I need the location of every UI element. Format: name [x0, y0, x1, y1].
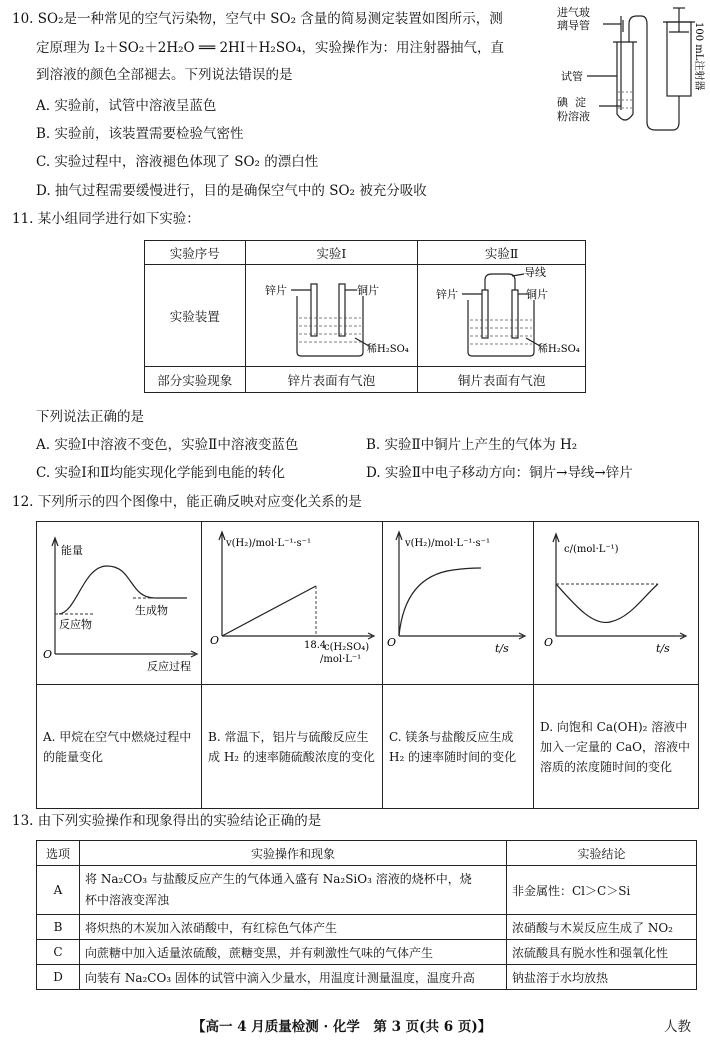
q13-row-b-operation: 将炽热的木炭加入浓硝酸中，有红棕色气体产生: [80, 915, 507, 940]
q11-beaker-2-figure: [420, 266, 584, 362]
q13-row-c-option: C: [37, 940, 80, 965]
q13-row-a-operation-line1: 将 Na₂CO₃ 与盐酸反应产生的气体通入盛有 Na₂SiO₃ 溶液的烧杯中，烧: [85, 872, 472, 886]
label-inlet-2: 璃导管: [557, 19, 590, 32]
q10-option-c: C. 实验过程中，溶液褪色体现了 SO₂ 的漂白性: [36, 154, 319, 170]
table-row: [37, 866, 697, 915]
q13-row-d-conclusion: 钠盐溶于水均放热: [507, 965, 697, 990]
q13-row-c-conclusion: 浓硫酸具有脱水性和强氧化性: [507, 940, 697, 965]
q12-graph-a-cell: [37, 522, 202, 685]
q13-header-option: 选项: [37, 841, 80, 866]
graph-d-ylabel: c/(mol·L⁻¹): [564, 544, 619, 555]
q13-row-b-conclusion: 浓硝酸与木炭反应生成了 NO₂: [507, 915, 697, 940]
graph-d-xlabel: t/s: [656, 642, 670, 655]
q13-header-operation: 实验操作和现象: [80, 841, 507, 866]
q10-stem-line1: 10. SO₂是一种常见的空气污染物，空气中 SO₂ 含量的简易测定装置如图所示，测: [12, 11, 503, 27]
q11-header-exp1: 实验Ⅰ: [245, 241, 418, 265]
q12-graph-d-cell: [534, 522, 699, 685]
label-acid-1: 稀H₂SO₄: [367, 344, 410, 355]
q11-option-a: A. 实验Ⅰ中溶液不变色，实验Ⅱ中溶液变蓝色: [36, 437, 299, 453]
label-test-tube: 试管: [561, 70, 583, 83]
q12-stem: 12. 下列所示的四个图像中，能正确反映对应变化关系的是: [12, 494, 362, 510]
q11-row-observation: 部分实验现象: [145, 367, 246, 393]
q10-option-d: D. 抽气过程需要缓慢进行，目的是确保空气中的 SO₂ 被充分吸收: [36, 183, 427, 199]
q13-table: [36, 840, 697, 990]
q12-graph-a: [37, 522, 201, 678]
graph-d-origin: O: [544, 636, 554, 649]
q13-row-b-option: B: [37, 915, 80, 940]
label-inlet-1: 进气玻: [557, 6, 590, 19]
q11-prompt: 下列说法正确的是: [36, 409, 144, 425]
graph-b-xlabel-2: /mol·L⁻¹: [320, 654, 362, 665]
q10-stem-line2: 定原理为 I₂＋SO₂＋2H₂O ══ 2HI＋H₂SO₄，实验操作为：用注射器抽气，直: [36, 40, 505, 56]
q11-stem: 11. 某小组同学进行如下实验：: [12, 211, 200, 227]
graph-a-reactant: 反应物: [59, 618, 92, 631]
label-sol-1: 碘: [557, 96, 568, 109]
label-zn-2: 锌片: [435, 288, 458, 301]
q12-graph-d: [534, 522, 698, 678]
q13-row-a-option: A: [37, 866, 80, 915]
q10-apparatus-figure: [555, 2, 705, 132]
label-wire-2: 导线: [523, 266, 546, 279]
q12-desc-c: C. 镁条与盐酸反应生成 H₂ 的速率随时间的变化: [383, 685, 534, 809]
q10-option-b: B. 实验前，该装置需要检验气密性: [36, 126, 244, 142]
label-sol-3: 粉溶液: [557, 110, 590, 123]
q12-desc-a: A. 甲烷在空气中燃烧过程中的能量变化: [37, 685, 202, 809]
edition-label: 人教: [664, 1019, 691, 1035]
label-syringe: 100 mL注射器: [693, 22, 704, 91]
q12-desc-d: D. 向饱和 Ca(OH)₂ 溶液中加入一定量的 CaO，溶液中溶质的浓度随时间的变化: [534, 685, 699, 809]
q12-graph-c: [383, 522, 533, 678]
q11-header-exp2: 实验Ⅱ: [418, 241, 586, 265]
q11-observation-1: 锌片表面有气泡: [245, 367, 418, 393]
q13-row-a-operation-line2: 杯中溶液变浑浊: [85, 893, 170, 907]
q10-option-a: A. 实验前，试管中溶液呈蓝色: [36, 98, 217, 114]
q11-option-b: B. 实验Ⅱ中铜片上产生的气体为 H₂: [366, 437, 578, 453]
graph-a-xlabel: 反应过程: [147, 660, 191, 673]
label-acid-2: 稀H₂SO₄: [537, 344, 580, 355]
graph-a-origin: O: [43, 648, 53, 661]
q11-option-d: D. 实验Ⅱ中电子移动方向：铜片→导线→锌片: [366, 465, 633, 481]
label-sol-2: 淀: [575, 96, 586, 109]
label-cu-2: 铜片: [525, 288, 548, 301]
q12-table: [36, 521, 699, 809]
graph-a-ylabel: 能量: [61, 544, 83, 557]
q13-header-conclusion: 实验结论: [507, 841, 697, 866]
q13-row-c-operation: 向蔗糖中加入适量浓硫酸，蔗糖变黑，并有刺激性气味的气体产生: [80, 940, 507, 965]
graph-b-origin: O: [210, 634, 220, 647]
q10-stem-line3: 到溶液的颜色全部褪去。下列说法错误的是: [36, 67, 293, 83]
q11-option-c: C. 实验Ⅰ和Ⅱ均能实现化学能到电能的转化: [36, 465, 285, 481]
label-cu-1: 铜片: [357, 284, 380, 297]
graph-c-origin: O: [387, 636, 397, 649]
page-footer: 【高一 4 月质量检测 · 化学 第 3 页(共 6 页)】: [192, 1019, 492, 1035]
q12-graph-c-cell: [383, 522, 534, 685]
q13-row-d-option: D: [37, 965, 80, 990]
q11-observation-2: 铜片表面有气泡: [418, 367, 586, 393]
graph-a-product: 生成物: [135, 604, 168, 617]
q11-apparatus-1: [245, 265, 418, 367]
graph-b-xlabel-1: c(H₂SO₄): [324, 642, 370, 653]
graph-b-ylabel: v(H₂)/mol·L⁻¹·s⁻¹: [226, 538, 311, 549]
q11-beaker-1-figure: [247, 266, 415, 362]
table-row: [37, 915, 697, 940]
q12-graph-b: [202, 522, 382, 678]
q13-row-d-operation: 向装有 Na₂CO₃ 固体的试管中滴入少量水，用温度计测量温度，温度升高: [80, 965, 507, 990]
table-row: [37, 940, 697, 965]
q12-graph-b-cell: [202, 522, 383, 685]
q11-apparatus-2: [418, 265, 586, 367]
q13-row-a-operation: [80, 866, 507, 915]
graph-c-ylabel: v(H₂)/mol·L⁻¹·s⁻¹: [405, 538, 490, 549]
graph-c-xlabel: t/s: [495, 642, 509, 655]
graph-b-xtick: 18.4: [304, 640, 327, 651]
q13-row-a-conclusion: 非金属性：Cl＞C＞Si: [507, 866, 697, 915]
q11-row-apparatus: 实验装置: [145, 265, 246, 367]
q12-desc-b: B. 常温下，铝片与硫酸反应生成 H₂ 的速率随硫酸浓度的变化: [202, 685, 383, 809]
table-row: [37, 965, 697, 990]
q13-stem: 13. 由下列实验操作和现象得出的实验结论正确的是: [12, 813, 322, 829]
q11-header-seq: 实验序号: [145, 241, 246, 265]
label-zn-1: 锌片: [265, 284, 288, 297]
q11-table: [144, 240, 586, 393]
